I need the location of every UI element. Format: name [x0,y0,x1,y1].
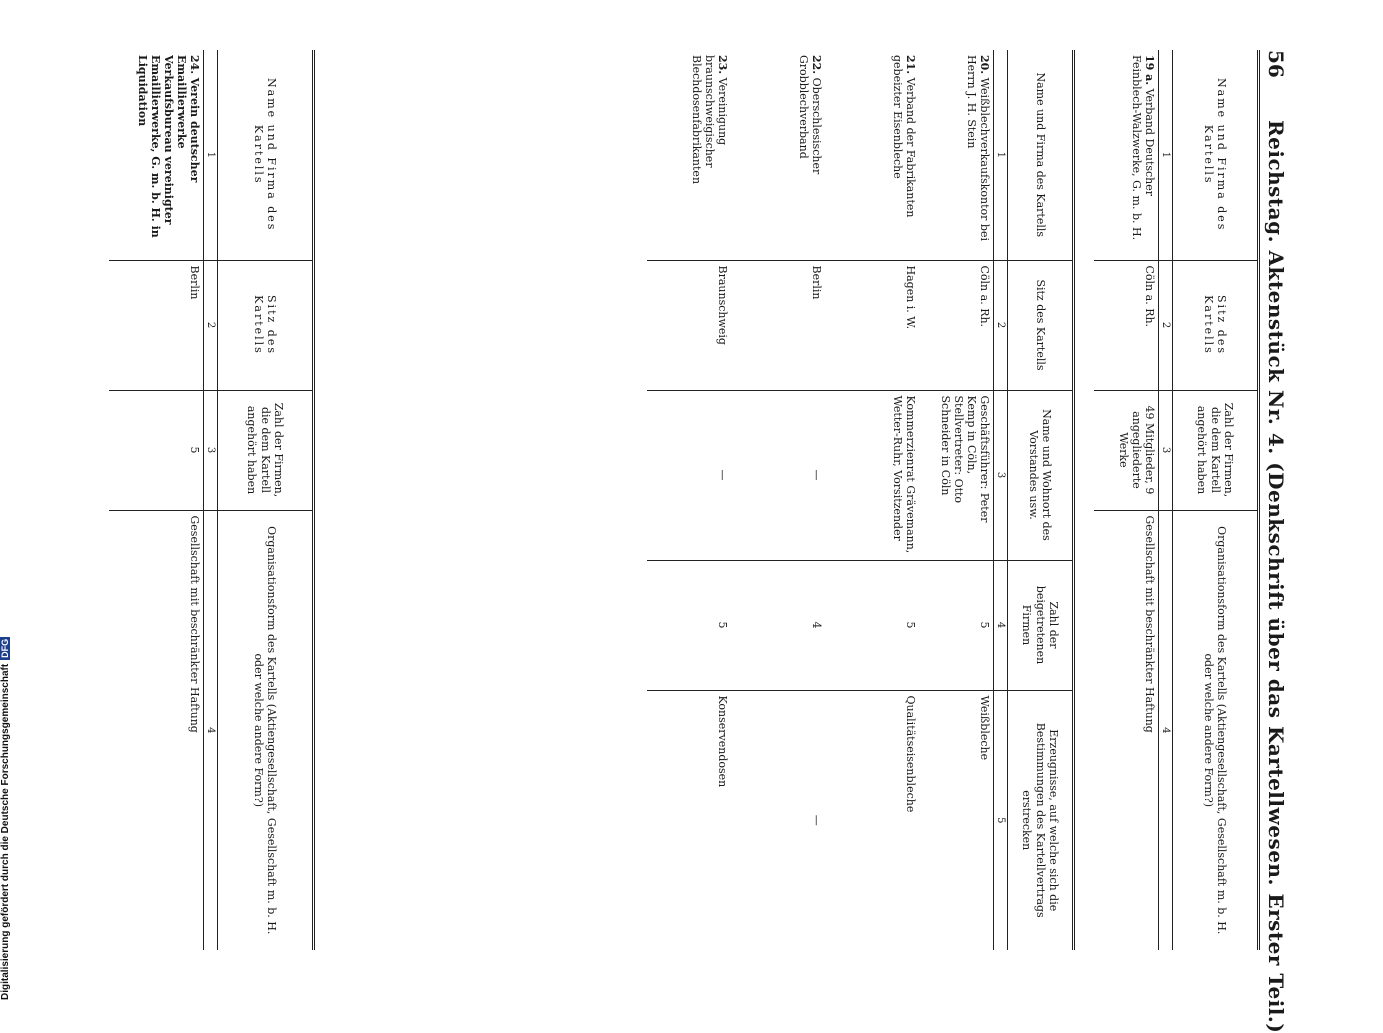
cell-firms: 5 [919,560,994,690]
table-row [825,50,919,950]
cartel-table-1 [1094,50,1260,950]
cell-products: Weißbleche [978,695,991,761]
cell-seat: Berlin [731,260,825,390]
cell-firms: 5 [825,560,919,690]
cell-seat: Hagen i. W. [825,260,919,390]
cell-seat: Braunschweig [647,260,731,390]
cartel-table-2 [647,50,1075,950]
cell-board: — [647,390,731,560]
col-number: 4 [1159,510,1173,950]
col-header-seat: Sitz des Kartells [218,260,314,390]
col-header-products: Erzeugnisse, auf welche sich die Bestimmungen des Kartellvertrags erstrecken [1020,722,1060,918]
digitization-credit [0,600,16,1000]
cell-products: — [810,814,823,826]
col-number: 3 [994,390,1008,560]
col-number: 2 [994,260,1008,390]
cell-name [1094,50,1159,260]
col-header-name: Name und Firma des Kartells [218,50,314,260]
col-header-seat: Sitz des Kartells [1173,260,1259,390]
cell-name [919,50,994,260]
table-header-row [1008,50,1074,950]
cell-firms: 49 Mitglieder, 9 angegliederte Werke [1094,390,1159,510]
row-number: 24. [188,55,201,75]
col-header-firms: Zahl der Firmen, die dem Kartell angehört haben [218,390,314,510]
col-header-name: Name und Firma des Kartells [1008,50,1074,260]
col-number: 4 [994,560,1008,690]
cell-name [825,50,919,260]
cell-firms: 5 [109,390,204,510]
cartel-table-3 [109,50,315,950]
cell-products: Konservendosen [716,695,729,788]
row-number: 21. [904,55,917,75]
table-header-row [218,50,314,950]
cell-name [647,50,731,260]
cell-seat: Cöln a. Rh. [1094,260,1159,390]
credit-text: Digitalisierung gefördert durch die Deutsche Forschungsgemeinschaft [0,663,11,1000]
cell-board: Kommerzienrat Grävemann, Wetter-Ruhr, Vorsitzender [825,390,919,560]
col-header-firms: Zahl der beigetretenen Firmen [1008,560,1074,690]
dfg-logo-icon: DFG [0,638,10,658]
cartel-name: Verein deutscher Emaillierwerke [175,55,201,183]
table-row [1094,50,1159,950]
row-number: 20. [978,55,991,75]
cartel-name: Vereinigung braunschweigischer Blechdosenfabrikanten [690,55,729,185]
cell-name [731,50,825,260]
cell-products: Qualitätseisenbleche [904,695,917,813]
row-number: 23. [716,55,729,75]
col-number: 4 [204,510,218,950]
col-number: 3 [204,390,218,510]
running-head [1260,50,1290,1033]
col-header-name: Name und Firma des Kartells [1173,50,1259,260]
table-row [731,50,825,950]
col-header-seat: Sitz des Kartells [1008,260,1074,390]
col-header-form: Organisationsform des Kartells (Aktiengesellschaft, Gesellschaft m. b. H. oder welche andere Form?) [252,526,279,935]
table-row [109,50,204,950]
cell-firms: 4 [731,560,825,690]
col-header-board: Name und Wohnort des Vorstandes usw. [1008,390,1074,560]
rotated-document-page [50,50,1290,1033]
col-number: 1 [1159,50,1173,260]
column-number-row [204,50,218,950]
cartel-name: Verband der Fabrikanten gebeizter Eisenbleche [891,55,917,218]
col-number: 1 [204,50,218,260]
page-number: 56 [1264,50,1288,78]
column-number-row [1159,50,1173,950]
cartel-name: Oberschlesischer Grobblechverband [797,55,823,175]
cell-form: Gesellschaft mit beschränkter Haftung [1143,515,1156,733]
table-header-row [1173,50,1259,950]
cell-name [109,50,204,260]
cartel-name: Verband Deutscher Feinblech-Walzwerke, G. m. b. H. [1130,55,1156,241]
col-number: 2 [204,260,218,390]
cell-board: — [731,390,825,560]
cartel-subname: Verkaufsbureau vereinigter Emaillierwerke, G. m. b. H. in Liquidation [136,55,175,238]
col-number: 2 [1159,260,1173,390]
cell-firms: 5 [647,560,731,690]
row-number: 19 a. [1143,55,1156,86]
page-title: Reichstag. Aktenstück Nr. 4. (Denkschrift über das Kartellwesen. Erster Teil.) [1264,120,1288,1033]
column-number-row [994,50,1008,950]
col-number: 1 [994,50,1008,260]
cell-board: Geschäftsführer: Peter Kemp in Cöln, Stellvertreter: Otto Schneider in Cöln [919,390,994,560]
row-number: 22. [810,55,823,75]
cell-seat: Cöln a. Rh. [919,260,994,390]
cartel-name: Weißblechverkaufskontor bei Herrn J. H. Stein [965,55,991,241]
col-number: 3 [1159,390,1173,510]
table-row [647,50,731,950]
col-header-form: Organisationsform des Kartells (Aktiengesellschaft, Gesellschaft m. b. H. oder welche andere Form?) [1202,526,1229,935]
cell-form: Gesellschaft mit beschränkter Haftung [188,515,201,733]
col-number: 5 [994,690,1008,950]
table-row [919,50,994,950]
cell-seat: Berlin [109,260,204,390]
col-header-firms: Zahl der Firmen, die dem Kartell angehört haben [1173,390,1259,510]
